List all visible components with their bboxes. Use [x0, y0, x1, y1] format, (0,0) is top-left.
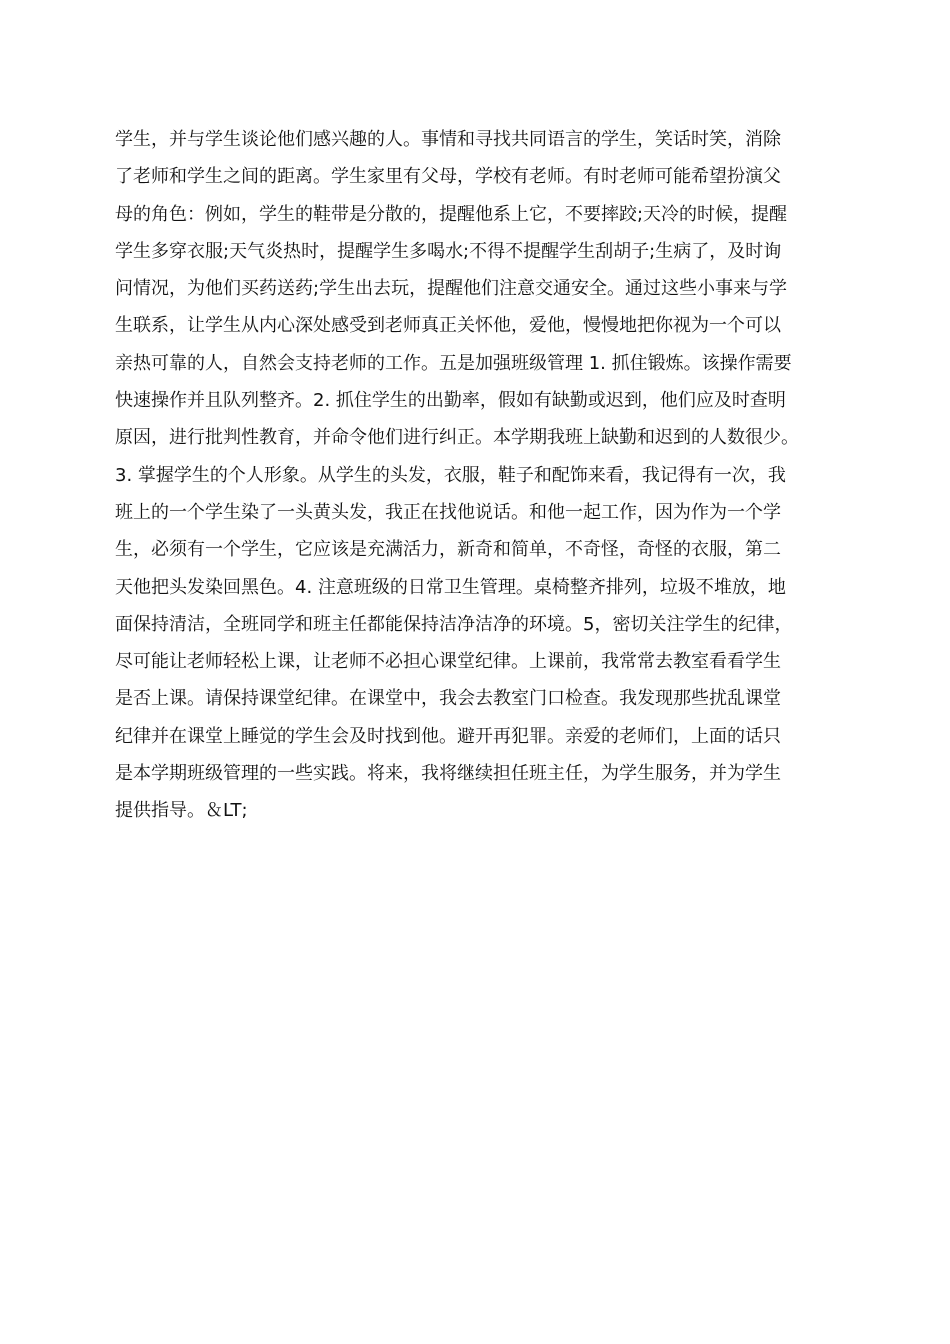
text-line: 3. 掌握学生的个人形象。从学生的头发，衣服，鞋子和配饰来看，我记得有一次，我	[115, 464, 786, 486]
text-line: 是本学期班级管理的一些实践。将来，我将继续担任班主任，为学生服务，并为学生	[115, 763, 781, 785]
text-line: 生，必须有一个学生，它应该是充满活力，新奇和简单，不奇怪，奇怪的衣服，第二	[115, 539, 781, 561]
text-line: 了老师和学生之间的距离。学生家里有父母，学校有老师。有时老师可能希望扮演父	[115, 166, 781, 188]
text-line: 是否上课。请保持课堂纪律。在课堂中，我会去教室门口检查。我发现那些扰乱课堂	[115, 688, 781, 710]
body-paragraph	[115, 121, 855, 830]
text-line: 提供指导。＆LT;	[115, 800, 248, 822]
text-line: 原因，进行批判性教育，并命令他们进行纠正。本学期我班上缺勤和迟到的人数很少。	[115, 427, 799, 449]
text-line: 班上的一个学生染了一头黄头发，我正在找他说话。和他一起工作，因为作为一个学	[115, 501, 781, 523]
text-line: 母的角色：例如，学生的鞋带是分散的，提醒他系上它，不要摔跤;天冷的时候，提醒	[115, 203, 788, 225]
text-line: 天他把头发染回黑色。4. 注意班级的日常卫生管理。桌椅整齐排列，垃圾不堆放，地	[115, 576, 786, 598]
text-line: 问情况，为他们买药送药;学生出去玩，提醒他们注意交通安全。通过这些小事来与学	[115, 278, 788, 300]
text-line: 快速操作并且队列整齐。2. 抓住学生的出勤率，假如有缺勤或迟到，他们应及时查明	[115, 390, 786, 412]
text-line: 面保持清洁，全班同学和班主任都能保持洁净洁净的环境。5，密切关注学生的纪律，	[115, 613, 793, 635]
text-line: 学生多穿衣服;天气炎热时，提醒学生多喝水;不得不提醒学生刮胡子;生病了，及时询	[115, 240, 782, 262]
text-line: 纪律并在课堂上睡觉的学生会及时找到他。避开再犯罪。亲爱的老师们，上面的话只	[115, 725, 781, 747]
text-line: 学生，并与学生谈论他们感兴趣的人。事情和寻找共同语言的学生，笑话时笑，消除	[115, 129, 781, 150]
text-line: 尽可能让老师轻松上课，让老师不必担心课堂纪律。上课前，我常常去教室看看学生	[115, 651, 781, 673]
text-line: 生联系，让学生从内心深处感受到老师真正关怀他，爱他，慢慢地把你视为一个可以	[115, 315, 781, 337]
text-line: 亲热可靠的人，自然会支持老师的工作。五是加强班级管理 1. 抓住锻炼。该操作需要	[115, 352, 792, 374]
